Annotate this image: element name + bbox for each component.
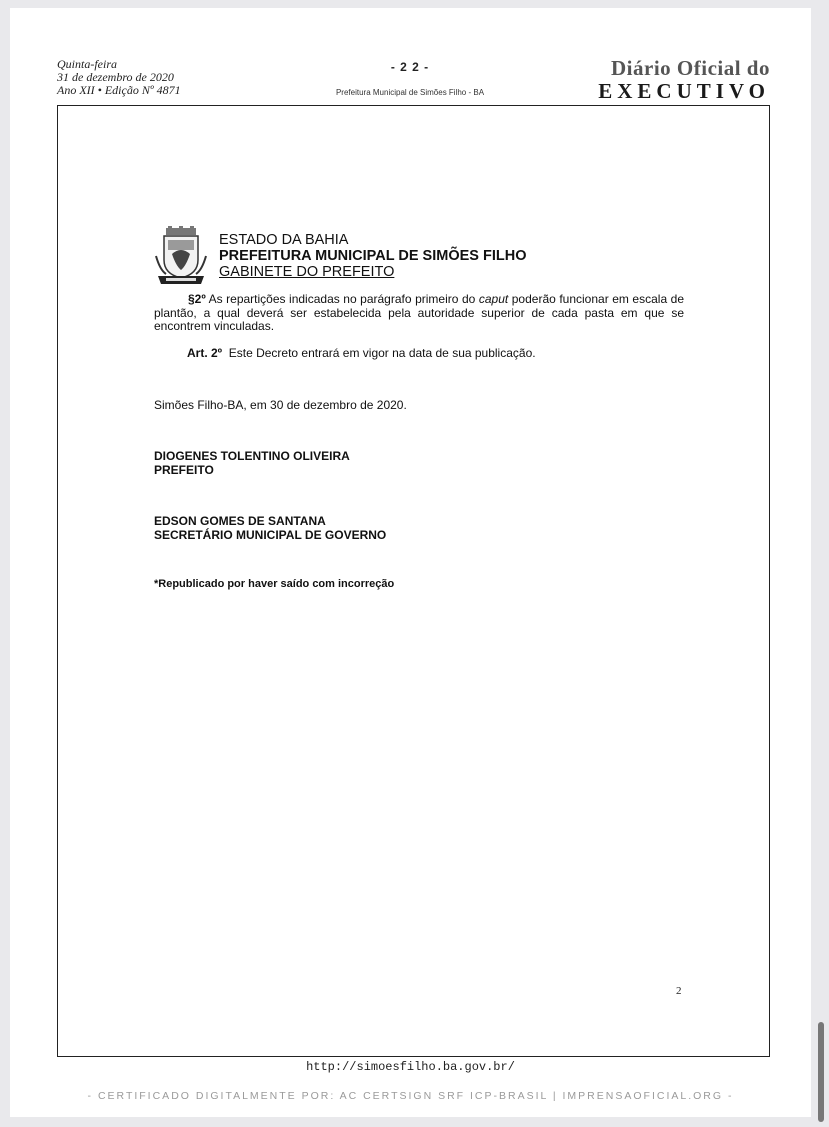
paragraph-2-italic: caput — [478, 292, 509, 306]
header-publisher: Prefeitura Municipal de Simões Filho - BA — [335, 88, 485, 97]
gazette-title-line2: EXECUTIVO — [598, 79, 770, 103]
signature-role: SECRETÁRIO MUNICIPAL DE GOVERNO — [154, 528, 387, 542]
city-hall-name: PREFEITURA MUNICIPAL DE SIMÕES FILHO — [219, 248, 527, 264]
footer-url-link[interactable]: http://simoesfilho.ba.gov.br/ — [306, 1060, 515, 1074]
signature-name: EDSON GOMES DE SANTANA — [154, 514, 326, 528]
content-frame — [57, 105, 770, 1057]
header-edition-info — [57, 58, 181, 97]
header-page-number: - 2 2 - — [390, 60, 430, 74]
paragraph-2-text-a: As repartições indicadas no parágrafo primeiro do — [208, 292, 476, 306]
article-2-label: Art. 2º — [187, 346, 223, 360]
signature-name: DIOGENES TOLENTINO OLIVEIRA — [154, 449, 350, 463]
paragraph-2-label: §2º — [188, 292, 206, 306]
header-date: 31 de dezembro de 2020 — [57, 70, 174, 84]
signature-mayor — [154, 449, 350, 477]
republication-note: *Republicado por haver saído com incorreção — [154, 578, 395, 590]
vertical-scrollbar[interactable] — [818, 1022, 824, 1122]
header-day: Quinta-feira — [57, 57, 117, 71]
coat-of-arms-icon — [154, 226, 208, 286]
gazette-title-line1: Diário Oficial do — [611, 56, 770, 80]
inner-page-number: 2 — [676, 985, 682, 997]
article-2-text: Este Decreto entrará em vigor na data de sua publicação. — [228, 346, 536, 360]
gazette-title — [598, 56, 770, 104]
paragraph-2 — [154, 293, 684, 334]
certification-footer: - CERTIFICADO DIGITALMENTE POR: AC CERTSIGN SRF ICP-BRASIL | IMPRENSAOFICIAL.ORG - — [87, 1090, 734, 1102]
state-name: ESTADO DA BAHIA — [219, 232, 349, 248]
signature-secretary — [154, 514, 386, 542]
document-page — [10, 8, 811, 1117]
date-line: Simões Filho-BA, em 30 de dezembro de 2020. — [154, 398, 407, 412]
header-center — [310, 60, 510, 97]
paragraph-2-text-b: poderão funcionar em escala de plantão, a qual deverá ser estabelecida pela autoridade superior de cada pasta em que se encontrem vinculadas. — [154, 292, 684, 333]
article-2 — [154, 347, 687, 361]
institution-header — [219, 232, 526, 280]
office-name: GABINETE DO PREFEITO — [219, 264, 395, 280]
header-edition: Ano XII • Edição Nº 4871 — [57, 83, 181, 97]
signature-role: PREFEITO — [154, 463, 214, 477]
